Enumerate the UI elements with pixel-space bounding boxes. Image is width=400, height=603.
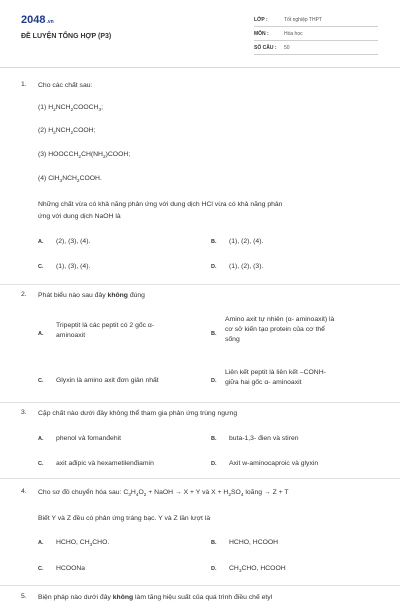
option-label: C.: [38, 566, 44, 572]
option-text: Liên kết peptit là liên kết –CONH- giữa hai gốc α- aminoaxit: [225, 369, 326, 386]
option-text: Amino axit tự nhiên (α- aminoaxit) là cơ sở kiến tạo protein của cơ thể sống: [225, 316, 335, 343]
option-label: B.: [211, 436, 217, 442]
question-number: 2.: [21, 291, 27, 298]
option-label: D.: [211, 264, 217, 270]
question-text: Cho sơ đồ chuyển hóa sau: $C_3H_4O_2$ + NaOH → X + Y và $X + H_2SO_4$ loãng → Z + T: [38, 489, 289, 498]
exam-header: [0, 0, 400, 60]
option-label: A.: [38, 436, 44, 442]
exam-title: ĐỀ LUYỆN TỔNG HỢP (P3): [21, 33, 112, 40]
option-label: A.: [38, 540, 44, 546]
option-label: B.: [211, 239, 217, 245]
option-text: Glyxin là amino axit đơn giản nhất: [56, 377, 159, 384]
question-2: [21, 291, 381, 401]
question-text: Phát biểu nào sau đây không đúng: [38, 292, 145, 299]
meta-value: Hóa học: [284, 31, 303, 37]
option-text: (1), (2), (3).: [229, 263, 264, 270]
option-label: B.: [211, 331, 217, 337]
meta-key: MÔN :: [254, 31, 269, 37]
logo-suffix: .vn: [46, 19, 54, 25]
option-label: B.: [211, 540, 217, 546]
question-divider: [0, 402, 400, 403]
meta-class: [254, 15, 378, 27]
option-label: D.: [211, 566, 217, 572]
question-text: Cho các chất sau:: [38, 82, 93, 89]
question-prompt-line-1: Những chất vừa có khả năng phản ứng với dung dịch HCl vừa có khả năng phản: [38, 201, 283, 208]
meta-value: Tốt nghiệp THPT: [284, 17, 322, 23]
question-divider: [0, 585, 400, 586]
option-label: C.: [38, 461, 44, 467]
question-prompt-line-2: ứng với dung dịch NaOH là: [38, 213, 121, 220]
option-text: buta-1,3- đien và stiren: [229, 435, 299, 442]
question-divider: [0, 284, 400, 285]
option-text: $CH_3CHO$, HCOOH: [229, 565, 286, 574]
option-text: HCOONa: [56, 565, 86, 572]
question-number: 3.: [21, 409, 27, 416]
question-divider: [0, 478, 400, 479]
meta-key: SỐ CÂU :: [254, 45, 277, 51]
option-text: Axit w-aminocaproic và glyxin: [229, 460, 319, 467]
option-text: HCHO, HCOOH: [229, 539, 279, 546]
option-label: A.: [38, 331, 44, 337]
option-text: (1), (2), (4).: [229, 238, 264, 245]
site-logo[interactable]: [21, 14, 54, 26]
meta-value: 50: [284, 45, 290, 51]
logo-text: 2048: [21, 14, 46, 26]
option-label: A.: [38, 239, 44, 245]
question-prompt-line: Biết Y và Z đều có phản ứng tráng bạc. Y và Z lần lượt là: [38, 515, 211, 522]
compound-item-2: (2) $H_2NCH_2COOH$;: [38, 127, 96, 136]
question-number: 1.: [21, 81, 27, 88]
option-text: Tripeptit là các peptit có 2 gốc α- aminoaxit: [56, 322, 155, 339]
option-text: HCHO, $CH_3CHO$.: [56, 539, 110, 548]
header-divider: [0, 67, 400, 68]
option-label: D.: [211, 461, 217, 467]
question-text: Biện pháp nào dưới đây không làm tăng hiệu suất của quá trình điều chế etyl: [38, 594, 273, 601]
option-text: phenol và fomanđehit: [56, 435, 121, 442]
compound-item-1: (1) $H_2NCH_2COOCH_3$;: [38, 104, 104, 113]
option-text: (1), (3), (4).: [56, 263, 91, 270]
question-4: [21, 488, 381, 583]
meta-key: LỚP :: [254, 17, 268, 23]
option-label: C.: [38, 378, 44, 384]
option-label: D.: [211, 378, 217, 384]
question-text: Cặp chất nào dưới đây không thể tham gia phản ứng trùng ngưng: [38, 410, 238, 417]
question-1: [21, 81, 381, 281]
meta-subject: [254, 29, 378, 41]
question-number: 4.: [21, 488, 27, 495]
question-3: [21, 409, 381, 474]
option-text: (2), (3), (4).: [56, 238, 91, 245]
compound-item-3: (3) $HOOCCH_2CH(NH_2)COOH$;: [38, 151, 131, 160]
meta-question-count: [254, 43, 378, 55]
option-label: C.: [38, 264, 44, 270]
compound-item-4: (4) $ClH_3NCH_2COOH$.: [38, 175, 102, 184]
option-text: axit ađipic và hexametilenđiamin: [56, 460, 154, 467]
question-5: [21, 593, 381, 603]
question-number: 5.: [21, 593, 27, 600]
